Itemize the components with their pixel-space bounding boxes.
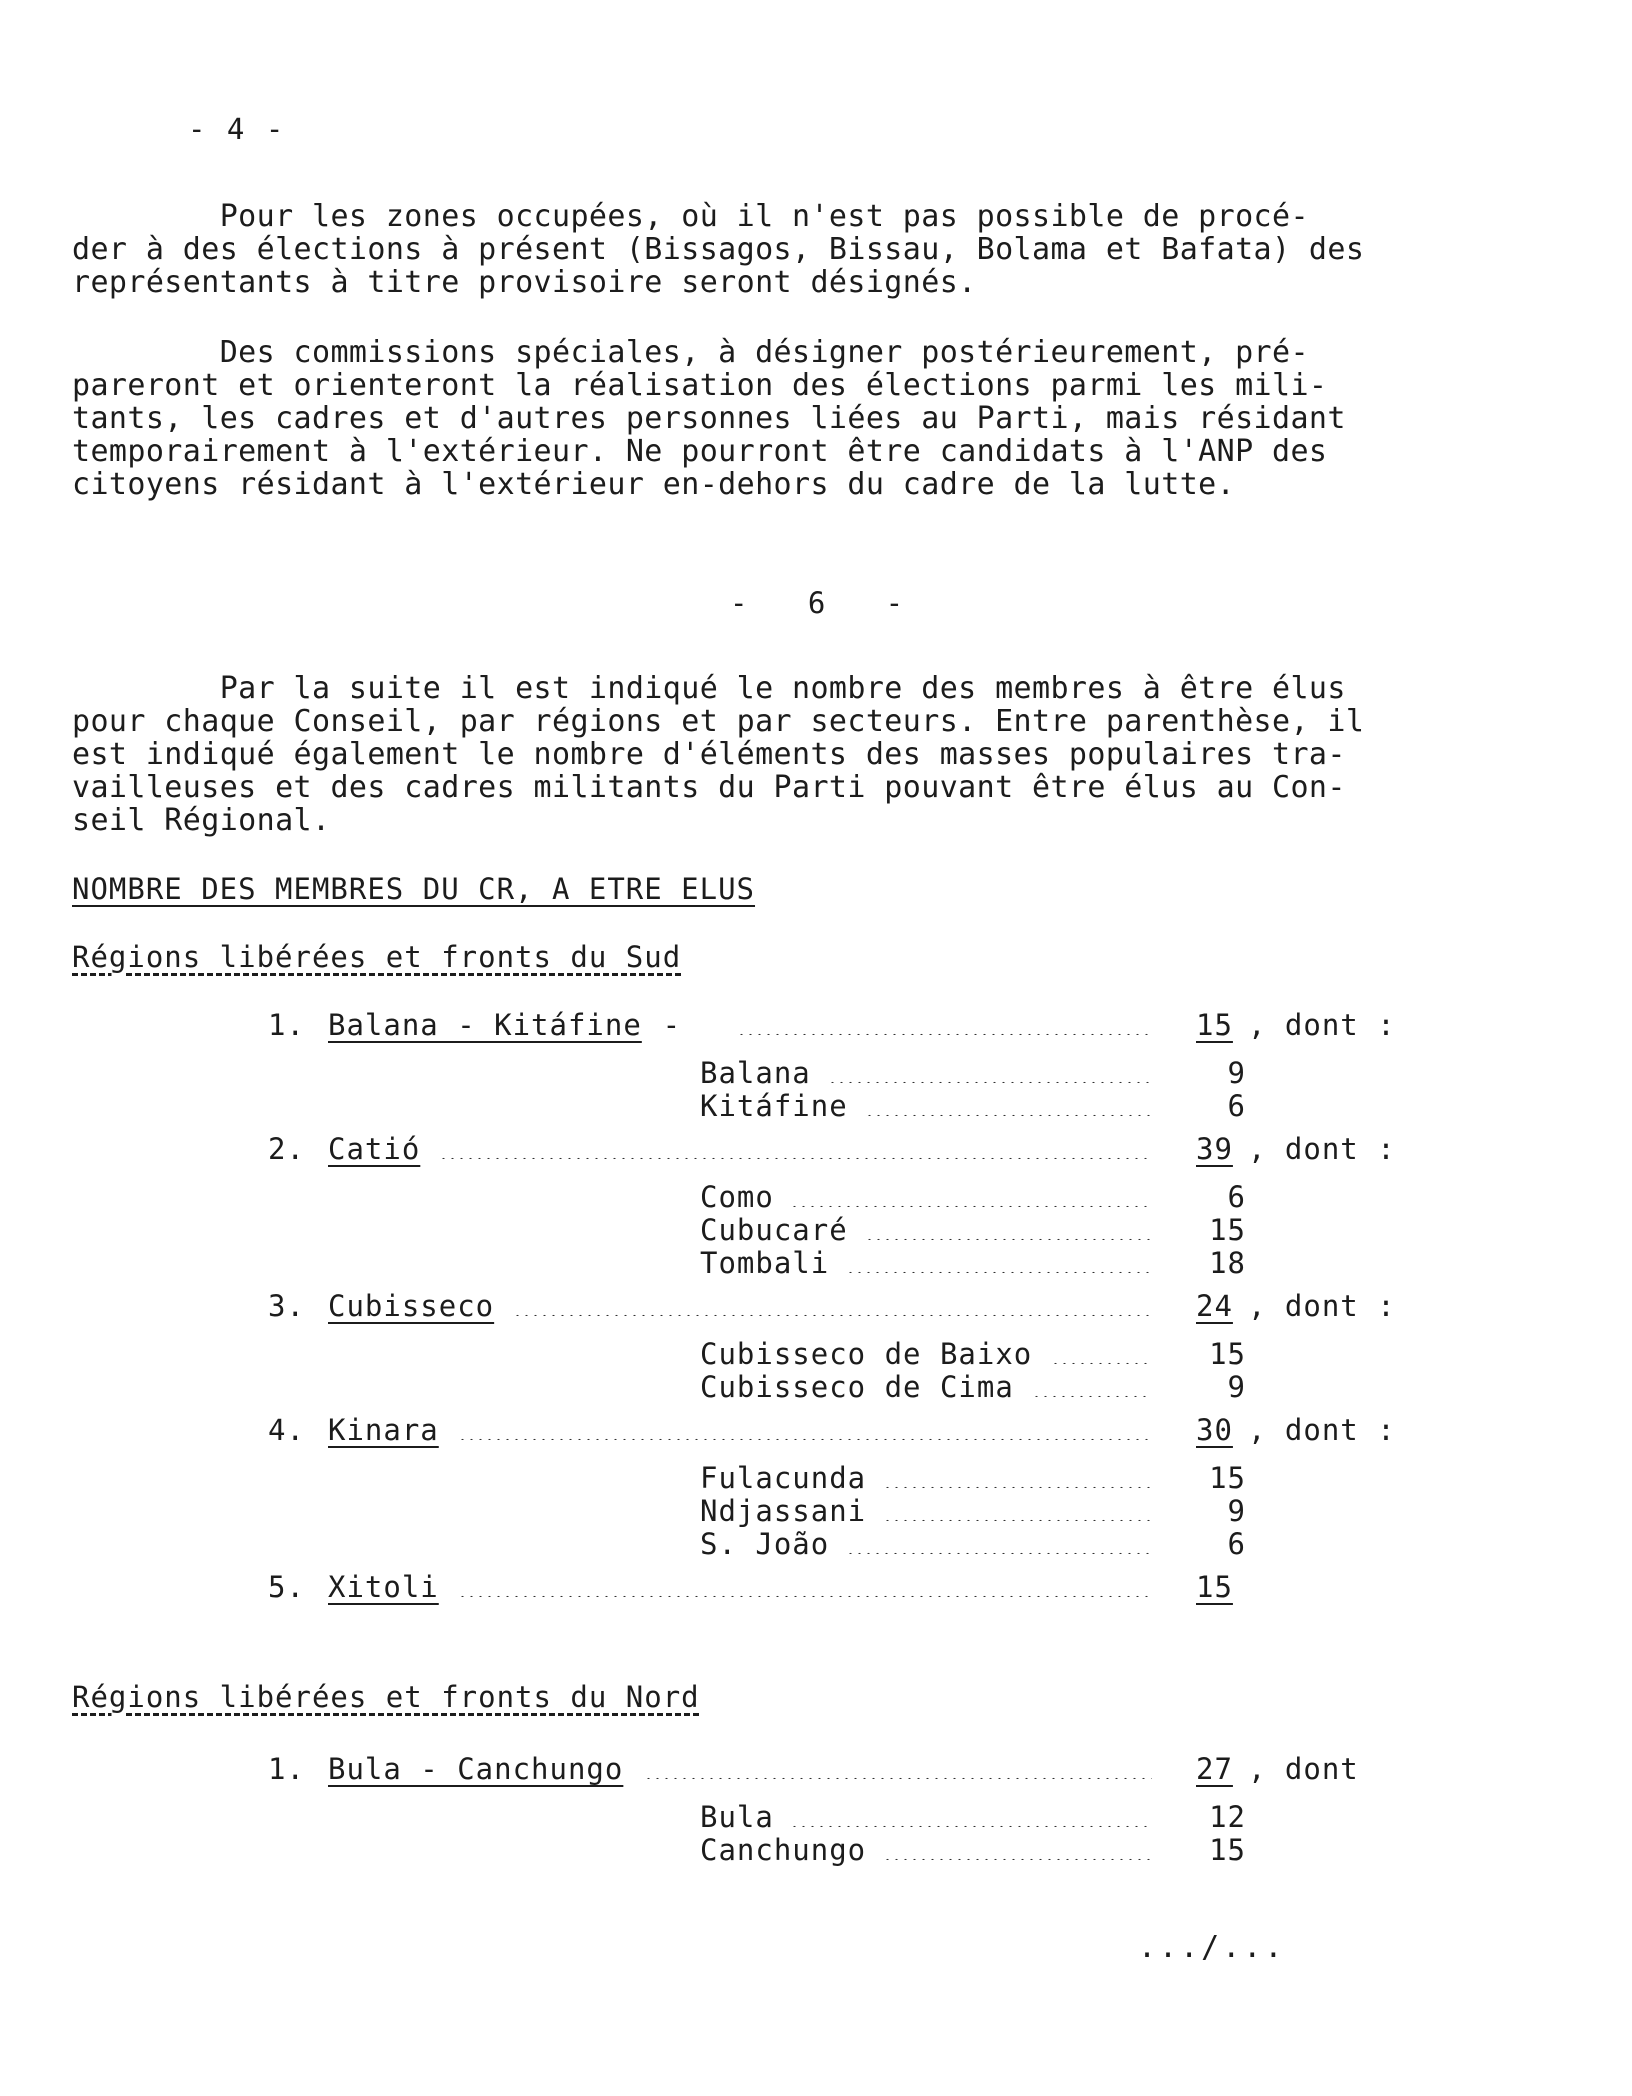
region-total: 24 bbox=[1196, 1289, 1233, 1323]
region-row bbox=[0, 1132, 1632, 1166]
dont-label: , dont : bbox=[1248, 1413, 1396, 1447]
region-index: 3. bbox=[268, 1289, 305, 1323]
sector-row bbox=[0, 1337, 1632, 1371]
sector-value: 6 bbox=[1227, 1527, 1246, 1561]
region-total: 27 bbox=[1196, 1752, 1233, 1786]
leader-dots bbox=[883, 1486, 1152, 1488]
sector-name: Bula bbox=[700, 1800, 774, 1834]
leader-dots bbox=[644, 1777, 1152, 1779]
region-index: 5. bbox=[268, 1570, 305, 1604]
region-index: 4. bbox=[268, 1413, 305, 1447]
sector-row bbox=[0, 1246, 1632, 1280]
leader-dots bbox=[828, 1081, 1152, 1083]
paragraph-occupied-zones bbox=[72, 200, 1432, 299]
leader-dots bbox=[865, 1114, 1152, 1116]
region-name-suffix: - bbox=[644, 1008, 682, 1042]
sector-name: Canchungo bbox=[700, 1833, 867, 1867]
paragraph-line: est indiqué également le nombre d'éléments des masses populaires tra- bbox=[72, 737, 1346, 772]
paragraph-line: seil Régional. bbox=[72, 803, 331, 838]
leader-dots bbox=[737, 1033, 1152, 1035]
dont-label: , dont bbox=[1248, 1752, 1359, 1786]
dont-label: , dont : bbox=[1248, 1132, 1396, 1166]
paragraph-line: pour chaque Conseil, par régions et par secteurs. Entre parenthèse, il bbox=[72, 704, 1365, 739]
region-row bbox=[0, 1413, 1632, 1447]
region-row bbox=[0, 1570, 1632, 1604]
sector-row bbox=[0, 1494, 1632, 1528]
sector-row bbox=[0, 1461, 1632, 1495]
paragraph-line: der à des élections à présent (Bissagos, Bissau, Bolama et Bafata) des bbox=[72, 232, 1365, 267]
sector-name: S. João bbox=[700, 1527, 830, 1561]
region-name: Kinara bbox=[328, 1413, 439, 1447]
paragraph-line: Des commissions spéciales, à désigner postérieurement, pré- bbox=[72, 335, 1309, 370]
sector-value: 9 bbox=[1227, 1056, 1246, 1090]
sector-name: Balana bbox=[700, 1056, 811, 1090]
sector-row bbox=[0, 1213, 1632, 1247]
leader-dots bbox=[513, 1314, 1152, 1316]
leader-dots bbox=[458, 1438, 1152, 1440]
paragraph-line: représentants à titre provisoire seront désignés. bbox=[72, 265, 977, 300]
sector-name: Tombali bbox=[700, 1246, 830, 1280]
section-heading-north: Régions libérées et fronts du Nord bbox=[72, 1680, 700, 1714]
page-number-4: - 4 - bbox=[188, 112, 286, 146]
leader-dots bbox=[790, 1205, 1152, 1207]
region-total: 39 bbox=[1196, 1132, 1233, 1166]
sector-value: 6 bbox=[1227, 1180, 1246, 1214]
paragraph-line: tants, les cadres et d'autres personnes liées au Parti, mais résidant bbox=[72, 401, 1346, 436]
sector-name: Cubisseco de Cima bbox=[700, 1370, 1014, 1404]
region-total: 15 bbox=[1196, 1570, 1233, 1604]
sector-value: 15 bbox=[1209, 1337, 1246, 1371]
region-total: 30 bbox=[1196, 1413, 1233, 1447]
sector-row bbox=[0, 1056, 1632, 1090]
region-index: 2. bbox=[268, 1132, 305, 1166]
sector-value: 15 bbox=[1209, 1461, 1246, 1495]
sector-row bbox=[0, 1800, 1632, 1834]
leader-dots bbox=[846, 1271, 1152, 1273]
leader-dots bbox=[1032, 1395, 1152, 1397]
sector-name: Kitáfine bbox=[700, 1089, 848, 1123]
leader-dots bbox=[790, 1825, 1152, 1827]
section-heading-south: Régions libérées et fronts du Sud bbox=[72, 940, 682, 974]
sector-name: Cubisseco de Baixo bbox=[700, 1337, 1033, 1371]
region-index: 1. bbox=[268, 1752, 305, 1786]
paragraph-line: Par la suite il est indiqué le nombre des membres à être élus bbox=[72, 671, 1346, 706]
sector-name: Fulacunda bbox=[700, 1461, 867, 1495]
sector-row bbox=[0, 1370, 1632, 1404]
sector-name: Cubucaré bbox=[700, 1213, 848, 1247]
sector-row bbox=[0, 1089, 1632, 1123]
sector-value: 9 bbox=[1227, 1494, 1246, 1528]
sector-value: 15 bbox=[1209, 1213, 1246, 1247]
page-number-6: - 6 - bbox=[730, 586, 906, 620]
paragraph-line: temporairement à l'extérieur. Ne pourront être candidats à l'ANP des bbox=[72, 434, 1328, 469]
dont-label: , dont : bbox=[1248, 1289, 1396, 1323]
sector-name: Ndjassani bbox=[700, 1494, 867, 1528]
region-row bbox=[0, 1289, 1632, 1323]
paragraph-line: pareront et orienteront la réalisation des élections parmi les mili- bbox=[72, 368, 1328, 403]
paragraph-special-commissions bbox=[72, 336, 1432, 501]
leader-dots bbox=[846, 1552, 1152, 1554]
dont-label: , dont : bbox=[1248, 1008, 1396, 1042]
region-row bbox=[0, 1752, 1632, 1786]
sector-value: 6 bbox=[1227, 1089, 1246, 1123]
leader-dots bbox=[439, 1157, 1152, 1159]
region-name: Xitoli bbox=[328, 1570, 439, 1604]
paragraph-line: Pour les zones occupées, où il n'est pas possible de procé- bbox=[72, 199, 1309, 234]
leader-dots bbox=[883, 1858, 1152, 1860]
region-name: Bula - Canchungo bbox=[328, 1752, 624, 1786]
leader-dots bbox=[865, 1238, 1152, 1240]
sector-row bbox=[0, 1527, 1632, 1561]
sector-value: 9 bbox=[1227, 1370, 1246, 1404]
continuation-marker: .../... bbox=[1138, 1930, 1286, 1965]
sector-value: 18 bbox=[1209, 1246, 1246, 1280]
region-name: Balana - Kitáfine bbox=[328, 1008, 642, 1042]
region-name: Catió bbox=[328, 1132, 421, 1166]
sector-name: Como bbox=[700, 1180, 774, 1214]
paragraph-line: citoyens résidant à l'extérieur en-dehors du cadre de la lutte. bbox=[72, 467, 1236, 502]
section-heading-members: NOMBRE DES MEMBRES DU CR, A ETRE ELUS bbox=[72, 872, 756, 906]
sector-value: 12 bbox=[1209, 1800, 1246, 1834]
region-name: Cubisseco bbox=[328, 1289, 495, 1323]
paragraph-line: vailleuses et des cadres militants du Parti pouvant être élus au Con- bbox=[72, 770, 1346, 805]
sector-value: 15 bbox=[1209, 1833, 1246, 1867]
sector-row bbox=[0, 1180, 1632, 1214]
leader-dots bbox=[1051, 1362, 1152, 1364]
region-total: 15 bbox=[1196, 1008, 1233, 1042]
leader-dots bbox=[458, 1595, 1152, 1597]
region-row bbox=[0, 1008, 1632, 1042]
sector-row bbox=[0, 1833, 1632, 1867]
region-index: 1. bbox=[268, 1008, 305, 1042]
paragraph-members-intro bbox=[72, 672, 1432, 837]
leader-dots bbox=[883, 1519, 1152, 1521]
